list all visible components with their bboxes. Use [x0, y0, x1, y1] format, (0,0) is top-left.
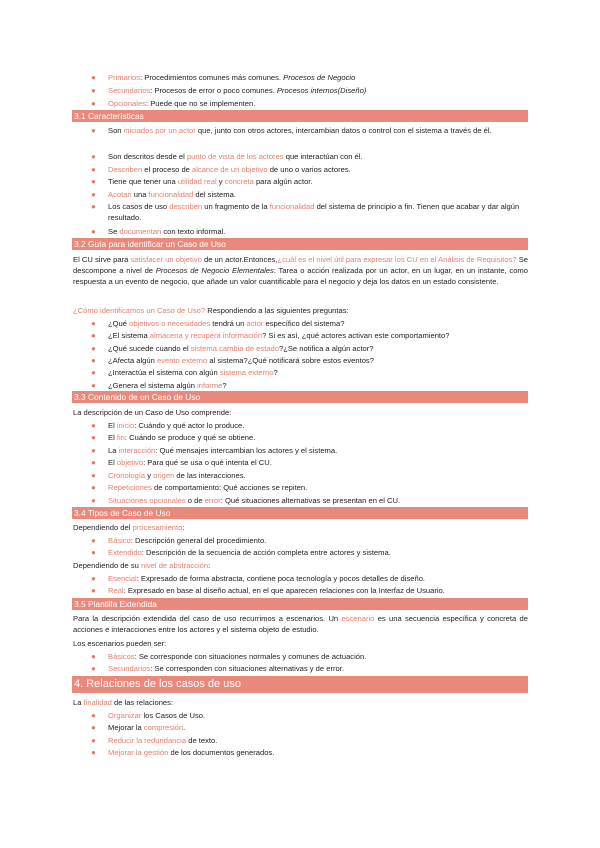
text-segment: ? [222, 381, 227, 390]
highlighted-term: compresión [143, 723, 184, 732]
text-segment: . [183, 723, 186, 732]
text-segment: : Expresado en base al diseño actual, en el que aparecen relaciones con la Interfaz de Usuario. [123, 586, 445, 595]
list-item [91, 318, 528, 329]
highlighted-term: Repeticiones [108, 483, 152, 492]
text-segment: Para la descripción extendida del caso de uso recurrimos a escenarios. Un [73, 614, 342, 623]
bullet-icon: ● [91, 368, 96, 377]
bullet-icon: ● [91, 736, 96, 745]
highlighted-term: concreta [224, 177, 254, 186]
bullet-icon: ● [91, 536, 96, 545]
bullet-icon: ● [91, 344, 96, 353]
text-segment: los Casos de Uso. [141, 711, 206, 720]
text-segment: que interactúan con él. [283, 152, 363, 161]
list-item [91, 176, 528, 187]
text-segment: para algún actor. [253, 177, 313, 186]
list-item [91, 747, 528, 758]
list-item: ● Secundarios: Procesos de error o poco comunes. Procesos internos(Diseño) [91, 86, 367, 95]
bullet-icon: ● [91, 152, 96, 161]
text-segment: de los documentos generados. [168, 748, 275, 757]
list-item [91, 535, 528, 546]
bullet-icon: ● [91, 73, 96, 82]
text-segment: El [108, 458, 117, 467]
list-item [91, 420, 528, 431]
list-item [91, 343, 528, 354]
text-segment: ? [273, 368, 278, 377]
text-segment: Son descritos desde el [108, 152, 187, 161]
text-segment: Respondiendo a las siguientes preguntas: [205, 306, 349, 315]
text-segment: : Cuándo y qué actor lo produce. [134, 421, 245, 430]
paragraph [73, 697, 528, 708]
highlighted-term: objetivos o necesidades [129, 319, 211, 328]
highlighted-term: Extendido [108, 548, 142, 557]
highlighted-term: procesamiento [132, 523, 183, 532]
paragraph [73, 560, 528, 571]
paragraph [73, 613, 528, 635]
list-item [91, 722, 528, 733]
list-item [91, 457, 528, 468]
bullet-icon: ● [91, 471, 96, 480]
bullet-icon: ● [91, 319, 96, 328]
text-segment: El CU sirve para [73, 255, 131, 264]
text-segment: Dependiendo del [73, 523, 133, 532]
text-segment: : [182, 523, 185, 532]
highlighted-term: Básicos [108, 652, 135, 661]
list-item [91, 651, 528, 662]
bullet-icon: ● [91, 356, 96, 365]
text-segment: ? Si es así, ¿qué actores activan este comportamiento? [262, 331, 450, 340]
text-segment: de comportamiento: Qué acciones se repiten. [151, 483, 308, 492]
highlighted-term: Acotan [108, 190, 132, 199]
text-segment: Mejorar la [108, 723, 144, 732]
bullet-icon: ● [91, 227, 96, 236]
paragraph: Los escenarios pueden ser: [73, 639, 167, 648]
highlighted-term: funcionalidad [148, 190, 194, 199]
highlighted-term: informe [197, 381, 223, 390]
text-segment: de texto. [186, 736, 218, 745]
section-heading-3-5: 3.5 Plantilla Extendida [72, 598, 528, 610]
text-segment: de las relaciones: [111, 698, 174, 707]
text-segment: : [208, 561, 211, 570]
text-segment: Los casos de uso [108, 202, 170, 211]
highlighted-term: Mejorar la gestión [108, 748, 169, 757]
bullet-icon: ● [91, 574, 96, 583]
text-segment: un fragmento de la [202, 202, 270, 211]
bullet-icon: ● [91, 126, 96, 135]
text-segment: específico del sistema? [263, 319, 345, 328]
text-segment: : Para qué se usa o qué intenta el CU. [143, 458, 272, 467]
text-segment: Dependiendo de su [73, 561, 141, 570]
highlighted-term: error [204, 496, 221, 505]
paragraph [73, 305, 528, 316]
text-segment: que, junto con otros actores, intercambian datos o control con el sistema a través de él. [195, 126, 492, 135]
text-segment: con texto informal. [161, 227, 226, 236]
text-segment: y [216, 177, 225, 186]
text-segment: La [73, 698, 84, 707]
list-item [91, 189, 528, 200]
list-item [91, 367, 528, 378]
bullet-icon: ● [91, 748, 96, 757]
highlighted-term: fin [116, 433, 125, 442]
text-segment: La [108, 446, 119, 455]
highlighted-term: Organizar [108, 711, 142, 720]
highlighted-term: interacción [118, 446, 156, 455]
list-item [91, 164, 528, 175]
highlighted-term: funcionalidad [269, 202, 315, 211]
text-segment: de un actor.Entonces, [201, 255, 278, 264]
highlighted-term: almacena y recupera información [149, 331, 263, 340]
bullet-icon: ● [91, 421, 96, 430]
highlighted-term: Secundarios [108, 664, 151, 673]
list-item [91, 710, 528, 721]
text-segment: : Descripción general del procedimiento. [130, 536, 267, 545]
list-item [91, 151, 528, 162]
highlighted-term: Reducir la redundancia [108, 736, 187, 745]
highlighted-term: satisfacer un objetivo [130, 255, 202, 264]
bullet-icon: ● [91, 458, 96, 467]
list-item [91, 355, 528, 366]
list-item [91, 547, 528, 558]
text-segment: ¿Afecta algún [108, 356, 157, 365]
section-heading-3-1: 3.1 Características [72, 110, 528, 122]
paragraph [73, 522, 528, 533]
list-item [91, 735, 528, 746]
text-segment: El [108, 433, 117, 442]
bullet-icon: ● [91, 165, 96, 174]
bullet-icon: ● [91, 548, 96, 557]
list-item [91, 663, 528, 674]
text-segment: El [108, 421, 117, 430]
text-segment: es una secuencia específica y concreta de acciones e interacciones entre los actores y el sistema objeto de estudio. [73, 614, 528, 635]
highlighted-term: origen [153, 471, 175, 480]
highlighted-term: Cronología [108, 471, 146, 480]
highlighted-term: iniciados por un actor [123, 126, 196, 135]
text-segment: de uno o varios actores. [267, 165, 351, 174]
list-item [91, 585, 528, 596]
bullet-icon: ● [91, 202, 96, 211]
text-segment: Son [108, 126, 124, 135]
section-heading-3-2: 3.2 Guía para identificar un Caso de Uso [72, 238, 528, 250]
highlighted-term: sistema cambia de estado [190, 344, 279, 353]
bullet-icon: ● [91, 331, 96, 340]
text-segment: Procesos de Negocio Elementales [155, 266, 274, 276]
paragraph: La descripción de un Caso de Uso comprende: [73, 408, 232, 417]
text-segment: Se descompone a nivel de [73, 255, 528, 276]
list-item [91, 495, 528, 506]
bullet-icon: ● [91, 711, 96, 720]
highlighted-term: Básico [108, 536, 131, 545]
text-segment: : Cuándo se produce y qué se obtiene. [124, 433, 256, 442]
list-item [91, 470, 528, 481]
highlighted-term: punto de vista de los actores [186, 152, 284, 161]
text-segment: al sistema?¿Qué notificará sobre estos eventos? [207, 356, 374, 365]
text-segment: : Descripción de la secuencia de acción completa entre actores y sistema. [141, 548, 391, 557]
text-segment: ?¿Se notifica a algún actor? [278, 344, 374, 353]
text-segment: del sistema de principio a fin. Tienen que acabar y dar algún resultado. [108, 202, 520, 222]
text-segment: ¿El sistema [108, 331, 150, 340]
text-segment: Se [108, 227, 120, 236]
highlighted-term: Real [108, 586, 124, 595]
text-segment: ¿Interactúa el sistema con algún [108, 368, 220, 377]
highlighted-term: describen [169, 202, 203, 211]
bullet-icon: ● [91, 496, 96, 505]
paragraph [73, 254, 528, 288]
bullet-icon: ● [91, 586, 96, 595]
list-item [91, 482, 528, 493]
list-item [91, 330, 528, 341]
highlighted-term: Situaciones opcionales [108, 496, 186, 505]
list-item [91, 445, 528, 456]
text-segment: o de [185, 496, 205, 505]
highlighted-term: inicio [116, 421, 135, 430]
bullet-icon: ● [91, 177, 96, 186]
bullet-icon: ● [91, 99, 96, 108]
text-segment: ¿Qué sucede cuando el [108, 344, 191, 353]
list-item [91, 573, 528, 584]
list-item [91, 432, 528, 443]
highlighted-term: actor [246, 319, 264, 328]
text-segment: y [145, 471, 154, 480]
section-heading-4: 4. Relaciones de los casos de uso [72, 676, 528, 693]
highlighted-term: documentan [119, 227, 162, 236]
text-segment: tendrá un [210, 319, 247, 328]
highlighted-term: alcance de un objetivo [192, 165, 268, 174]
bullet-icon: ● [91, 664, 96, 673]
text-segment: : Se corresponde con situaciones normales y comunes de actuación. [134, 652, 367, 661]
highlighted-term: sistema externo [219, 368, 274, 377]
bullet-icon: ● [91, 433, 96, 442]
list-item [91, 125, 528, 136]
text-segment: : Qué mensajes intercambian los actores y el sistema. [155, 446, 338, 455]
list-item [91, 380, 528, 391]
section-heading-3-4: 3.4 Tipos de Caso de Uso [72, 507, 528, 519]
highlighted-term: Esencial [108, 574, 137, 583]
highlighted-term: finalidad [83, 698, 112, 707]
section-heading-3-3: 3.3 Contenido de un Caso de Uso [72, 391, 528, 403]
bullet-icon: ● [91, 723, 96, 732]
text-segment: : Tarea o acción realizada por un actor, en un lugar, en un instante, como respuesta a un evento de negocio, que añade un valor cuantificable para el negocio y deja los datos en un estado consistente. [73, 266, 528, 287]
text-segment: el proceso de [142, 165, 192, 174]
text-segment: ¿Qué [108, 319, 130, 328]
highlighted-term: ¿cuál es el nivel útil para expresar los CU en el Análisis de Requisitos? [277, 255, 517, 264]
text-segment: : Qué situaciones alternativas se presentan en el CU. [220, 496, 401, 505]
bullet-icon: ● [91, 483, 96, 492]
text-segment: del sistema. [193, 190, 236, 199]
text-segment: Tiene que tener una [108, 177, 178, 186]
text-segment: una [131, 190, 149, 199]
bullet-icon: ● [91, 190, 96, 199]
list-item [91, 201, 528, 223]
highlighted-term: ¿Cómo identificamos un Caso de Uso? [73, 306, 206, 315]
text-segment: : Expresado de forma abstracta, contiene poca tecnología y pocos detalles de diseño. [136, 574, 426, 583]
list-item [91, 226, 528, 237]
list-item: ● Opcionales: Puede que no se implementen. [91, 99, 256, 108]
text-segment: : Se corresponden con situaciones alternativas y de error. [150, 664, 344, 673]
highlighted-term: utilidad real [177, 177, 217, 186]
highlighted-term: objetivo [116, 458, 144, 467]
highlighted-term: Describen [108, 165, 143, 174]
bullet-icon: ● [91, 652, 96, 661]
highlighted-term: nivel de abstracción [140, 561, 209, 570]
highlighted-term: evento externo [156, 356, 208, 365]
bullet-icon: ● [91, 381, 96, 390]
list-item: ● Primarios: Procedimientos comunes más comunes. Procesos de Negocio [91, 73, 356, 82]
text-segment: ¿Genera el sistema algún [108, 381, 198, 390]
highlighted-term: escenario [341, 614, 375, 623]
text-segment: de las interacciones. [174, 471, 246, 480]
bullet-icon: ● [91, 86, 96, 95]
bullet-icon: ● [91, 446, 96, 455]
